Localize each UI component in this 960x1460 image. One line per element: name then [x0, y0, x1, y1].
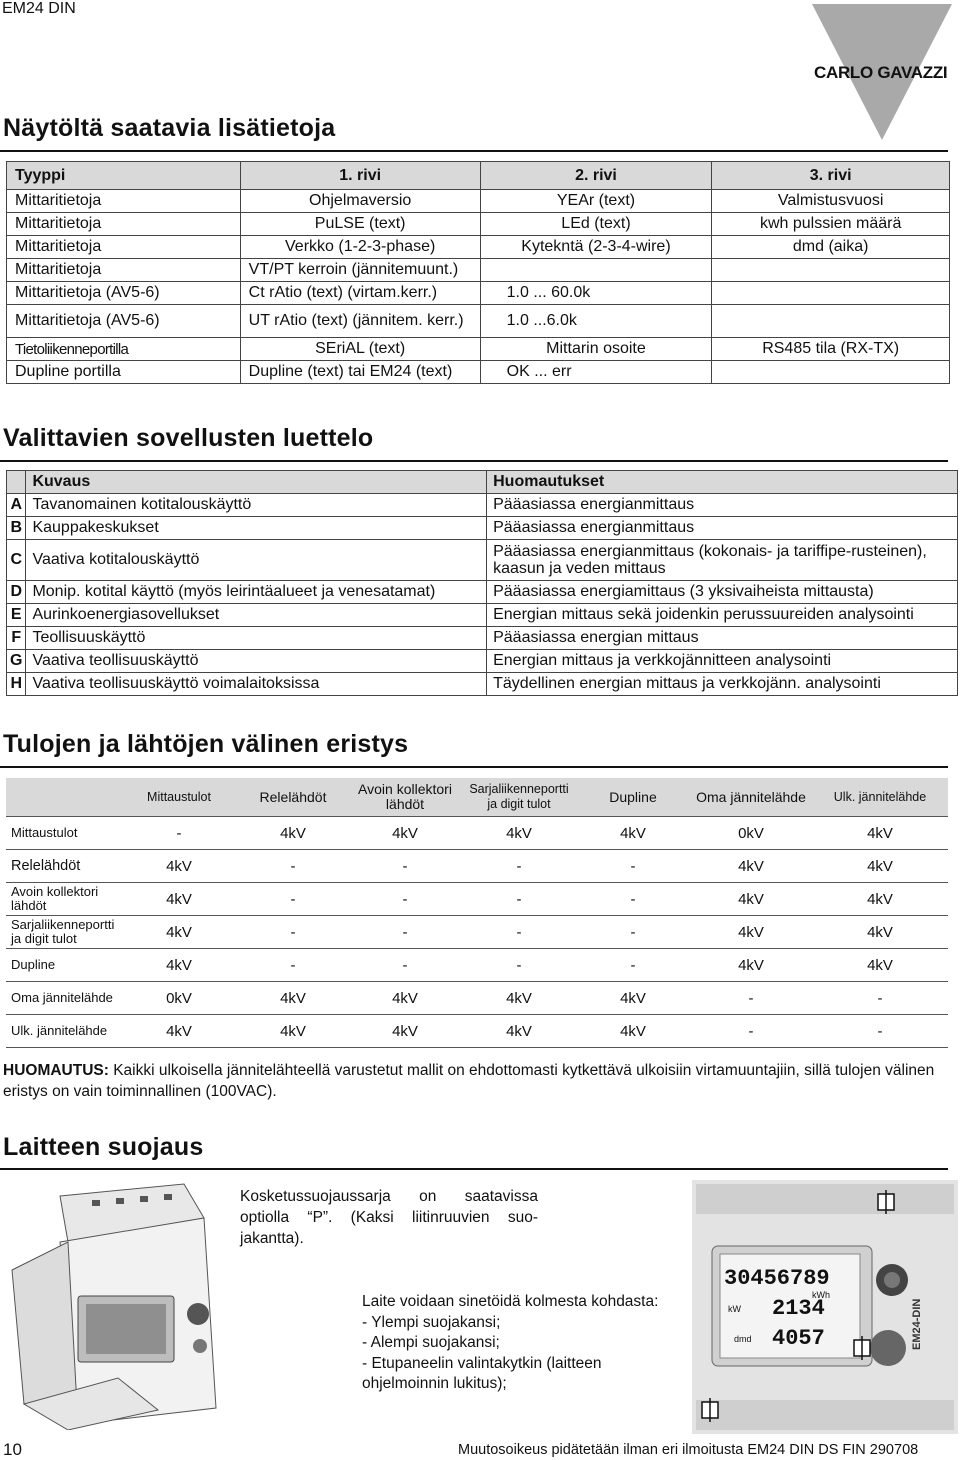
section-title-protection: Laitteen suojaus — [3, 1133, 204, 1161]
table-cell: 4kV — [576, 982, 690, 1015]
app-note: Energian mittaus sekä joidenkin perussuureiden analysointi — [487, 604, 958, 627]
table-cell: 4kV — [812, 817, 948, 850]
table-cell: Dupline (text) tai EM24 (text) — [240, 361, 480, 384]
column-header: 1. rivi — [240, 162, 480, 190]
table-cell: - — [812, 982, 948, 1015]
table-row — [6, 1015, 948, 1048]
table-cell: Kytekntä (2-3-4-wire) — [480, 236, 712, 259]
table-cell: 4kV — [238, 1015, 348, 1048]
info-table — [6, 161, 950, 384]
table-cell: - — [462, 949, 576, 982]
table-row — [6, 949, 948, 982]
protection-list-item: - Etupaneelin valintakytkin (laitteen ohjelmoinnin lukitus); — [362, 1354, 602, 1392]
table-cell: 1.0 ... 60.0k — [480, 282, 712, 305]
table-cell: 4kV — [348, 982, 462, 1015]
app-id: B — [7, 517, 26, 540]
table-cell: 4kV — [120, 850, 238, 883]
app-description: Vaativa teollisuuskäyttö — [26, 650, 487, 673]
table-cell: YEAr (text) — [480, 190, 712, 213]
table-row — [7, 494, 958, 517]
table-row — [6, 883, 948, 916]
display-unit-1: kWh — [812, 1290, 830, 1300]
app-note: Pääasiassa energianmittaus (kokonais- ja tariffipe-rusteinen), kaasun ja veden mittaus — [487, 540, 958, 581]
table-row — [7, 650, 958, 673]
table-cell: - — [120, 817, 238, 850]
app-id: A — [7, 494, 26, 517]
table-cell: - — [576, 916, 690, 949]
app-id: F — [7, 627, 26, 650]
table-cell: - — [462, 850, 576, 883]
table-row — [6, 850, 948, 883]
column-header: Sarjaliikenneportti ja digit tulot — [462, 778, 576, 817]
table-cell: - — [576, 883, 690, 916]
table-cell: dmd (aika) — [712, 236, 950, 259]
display-reading-2: 2134 — [772, 1296, 825, 1321]
app-id: G — [7, 650, 26, 673]
table-header-row — [7, 162, 950, 190]
table-row — [6, 982, 948, 1015]
column-header: 3. rivi — [712, 162, 950, 190]
seal-selector-icon — [854, 1336, 870, 1360]
device-front-image — [692, 1180, 958, 1434]
app-description: Teollisuuskäyttö — [26, 627, 487, 650]
table-cell: - — [348, 883, 462, 916]
column-header: Oma jännitelähde — [690, 778, 812, 817]
table-cell — [480, 259, 712, 282]
table-cell: 4kV — [812, 916, 948, 949]
app-note: Pääasiassa energianmittaus — [487, 494, 958, 517]
table-row — [7, 517, 958, 540]
table-cell: - — [812, 1015, 948, 1048]
isolation-note — [3, 1060, 953, 1102]
table-row — [7, 259, 950, 282]
table-cell: - — [238, 850, 348, 883]
device-with-covers-image — [8, 1178, 233, 1430]
table-cell: UT rAtio (text) (jännitem. kerr.) — [240, 305, 480, 338]
row-header: Avoin kollektori lähdöt — [6, 883, 120, 916]
table-row — [7, 673, 958, 696]
table-cell — [712, 282, 950, 305]
table-cell: 4kV — [120, 883, 238, 916]
table-header-row — [6, 778, 948, 817]
table-row — [7, 338, 950, 361]
column-header: Kuvaus — [26, 471, 487, 494]
app-id: C — [7, 540, 26, 581]
column-header: Dupline — [576, 778, 690, 817]
row-header: Oma jännitelähde — [6, 982, 120, 1015]
table-cell: 4kV — [812, 949, 948, 982]
applications-table — [6, 470, 958, 696]
display-unit-2: kW — [728, 1304, 741, 1314]
table-cell — [712, 305, 950, 338]
table-cell — [712, 259, 950, 282]
column-header: Avoin kollektori lähdöt — [348, 778, 462, 817]
table-cell: 4kV — [690, 883, 812, 916]
protection-list-item: - Ylempi suojakansi; — [362, 1313, 501, 1331]
display-unit-3: dmd — [734, 1334, 752, 1344]
table-row — [7, 361, 950, 384]
table-cell: 4kV — [238, 817, 348, 850]
table-cell: 0kV — [120, 982, 238, 1015]
page-number: 10 — [3, 1440, 22, 1459]
column-header: Huomautukset — [487, 471, 958, 494]
table-cell: - — [690, 1015, 812, 1048]
table-cell: 4kV — [462, 1015, 576, 1048]
table-cell: Ct rAtio (text) (virtam.kerr.) — [240, 282, 480, 305]
table-row — [6, 817, 948, 850]
table-cell: - — [576, 949, 690, 982]
table-cell: Mittaritietoja (AV5-6) — [7, 305, 241, 338]
table-header-row — [7, 471, 958, 494]
app-description: Vaativa teollisuuskäyttö voimalaitoksissa — [26, 673, 487, 696]
app-note: Energian mittaus ja verkkojännitteen analysointi — [487, 650, 958, 673]
table-cell — [712, 361, 950, 384]
table-cell: - — [348, 949, 462, 982]
table-cell: 4kV — [348, 817, 462, 850]
table-cell: Mittaritietoja — [7, 190, 241, 213]
column-header: Ulk. jännitelähde — [812, 778, 948, 817]
table-cell: OK ... err — [480, 361, 712, 384]
table-cell: 4kV — [462, 817, 576, 850]
section-divider — [0, 766, 948, 768]
app-id: D — [7, 581, 26, 604]
table-cell: 4kV — [462, 982, 576, 1015]
display-reading-1: 30456789 — [724, 1266, 830, 1291]
table-cell: kwh pulssien määrä — [712, 213, 950, 236]
isolation-table — [6, 778, 948, 1048]
section-divider — [0, 150, 948, 152]
protection-text-1: Kosketussuojaussarja on saatavissa optiolla “P”. (Kaksi liitinruuvien suo-jakantta). — [240, 1188, 538, 1247]
table-row — [7, 190, 950, 213]
row-header: Ulk. jännitelähde — [6, 1015, 120, 1048]
table-cell: 4kV — [576, 1015, 690, 1048]
table-cell: 4kV — [348, 1015, 462, 1048]
row-header: Sarjaliikenneportti ja digit tulot — [6, 916, 120, 949]
table-row — [7, 213, 950, 236]
table-row — [7, 604, 958, 627]
app-description: Monip. kotital käyttö (myös leirintäalueet ja venesatamat) — [26, 581, 487, 604]
table-cell: Ohjelmaversio — [240, 190, 480, 213]
section-title-info: Näytöltä saatavia lisätietoja — [3, 114, 336, 142]
table-cell: - — [238, 883, 348, 916]
brand-logo-text: CARLO GAVAZZI — [814, 63, 948, 82]
model-title: EM24 DIN — [2, 0, 76, 17]
protection-list-item: - Alempi suojakansi; — [362, 1334, 500, 1351]
table-cell: 4kV — [812, 850, 948, 883]
row-header: Dupline — [6, 949, 120, 982]
footer-text: Muutosoikeus pidätetään ilman eri ilmoitusta EM24 DIN DS FIN 290708 — [458, 1442, 919, 1458]
row-header: Relelähdöt — [6, 850, 120, 883]
table-cell: Valmistusvuosi — [712, 190, 950, 213]
column-header: Mittaustulot — [120, 778, 238, 817]
table-cell: - — [462, 883, 576, 916]
table-cell: VT/PT kerroin (jännitemuunt.) — [240, 259, 480, 282]
table-cell: - — [238, 916, 348, 949]
table-cell: 4kV — [120, 949, 238, 982]
table-row — [7, 305, 950, 338]
table-cell: 4kV — [120, 1015, 238, 1048]
app-note: Pääasiassa energianmittaus — [487, 517, 958, 540]
table-cell: - — [690, 982, 812, 1015]
note-text: Kaikki ulkoisella jännitelähteellä varustetut mallit on ehdottomasti kytkettävä ulkoisiin virtamuuntajiin, sillä tulojen välinen eristys on vain toiminnallinen (100VAC). — [3, 1062, 935, 1100]
row-header: Mittaustulot — [6, 817, 120, 850]
table-cell: Mittaritietoja — [7, 236, 241, 259]
table-cell: 4kV — [812, 883, 948, 916]
table-cell: Mittaritietoja — [7, 259, 241, 282]
app-note: Täydellinen energian mittaus ja verkkojänn. analysointi — [487, 673, 958, 696]
table-row — [7, 236, 950, 259]
table-cell: - — [238, 949, 348, 982]
seal-top-icon — [878, 1190, 894, 1214]
app-description: Vaativa kotitalouskäyttö — [26, 540, 487, 581]
table-cell: LEd (text) — [480, 213, 712, 236]
protection-text-2 — [362, 1292, 662, 1395]
table-cell: PuLSE (text) — [240, 213, 480, 236]
table-row — [7, 282, 950, 305]
table-cell: Mittaritietoja — [7, 213, 241, 236]
table-cell: - — [462, 916, 576, 949]
section-title-apps: Valittavien sovellusten luettelo — [3, 424, 374, 452]
table-cell: 1.0 ...6.0k — [480, 305, 712, 338]
table-cell: Tietoliikenneportilla — [7, 338, 241, 361]
table-cell: RS485 tila (RX-TX) — [712, 338, 950, 361]
app-note: Pääasiassa energiamittaus (3 yksivaiheista mittausta) — [487, 581, 958, 604]
table-cell: Dupline portilla — [7, 361, 241, 384]
app-id: H — [7, 673, 26, 696]
table-cell: Mittarin osoite — [480, 338, 712, 361]
table-cell: Mittaritietoja (AV5-6) — [7, 282, 241, 305]
section-divider — [0, 460, 948, 462]
table-cell: - — [348, 850, 462, 883]
section-title-isolation: Tulojen ja lähtöjen välinen eristys — [3, 730, 409, 758]
table-cell: 4kV — [690, 949, 812, 982]
app-description: Tavanomainen kotitalouskäyttö — [26, 494, 487, 517]
table-cell: 4kV — [690, 916, 812, 949]
table-cell: - — [576, 850, 690, 883]
app-id: E — [7, 604, 26, 627]
seal-bottom-icon — [702, 1398, 718, 1422]
table-cell: 4kV — [576, 817, 690, 850]
app-note: Pääasiassa energian mittaus — [487, 627, 958, 650]
section-divider — [0, 1168, 948, 1170]
table-cell: - — [348, 916, 462, 949]
table-row — [7, 627, 958, 650]
table-cell: SEriAL (text) — [240, 338, 480, 361]
table-row — [7, 581, 958, 604]
table-row — [6, 916, 948, 949]
device-model-label: EM24-DIN — [911, 1298, 923, 1350]
note-label: HUOMAUTUS: — [3, 1062, 109, 1079]
table-cell: 4kV — [120, 916, 238, 949]
table-cell: 4kV — [238, 982, 348, 1015]
table-cell: 0kV — [690, 817, 812, 850]
table-cell: Verkko (1-2-3-phase) — [240, 236, 480, 259]
display-reading-3: 4057 — [772, 1326, 825, 1351]
column-header: Relelähdöt — [238, 778, 348, 817]
table-row — [7, 540, 958, 581]
table-cell: 4kV — [690, 850, 812, 883]
column-header: Tyyppi — [7, 162, 241, 190]
column-header: 2. rivi — [480, 162, 712, 190]
app-description: Kauppakeskukset — [26, 517, 487, 540]
protection-intro: Laite voidaan sinetöidä kolmesta kohdasta: — [362, 1293, 659, 1310]
app-description: Aurinkoenergiasovellukset — [26, 604, 487, 627]
